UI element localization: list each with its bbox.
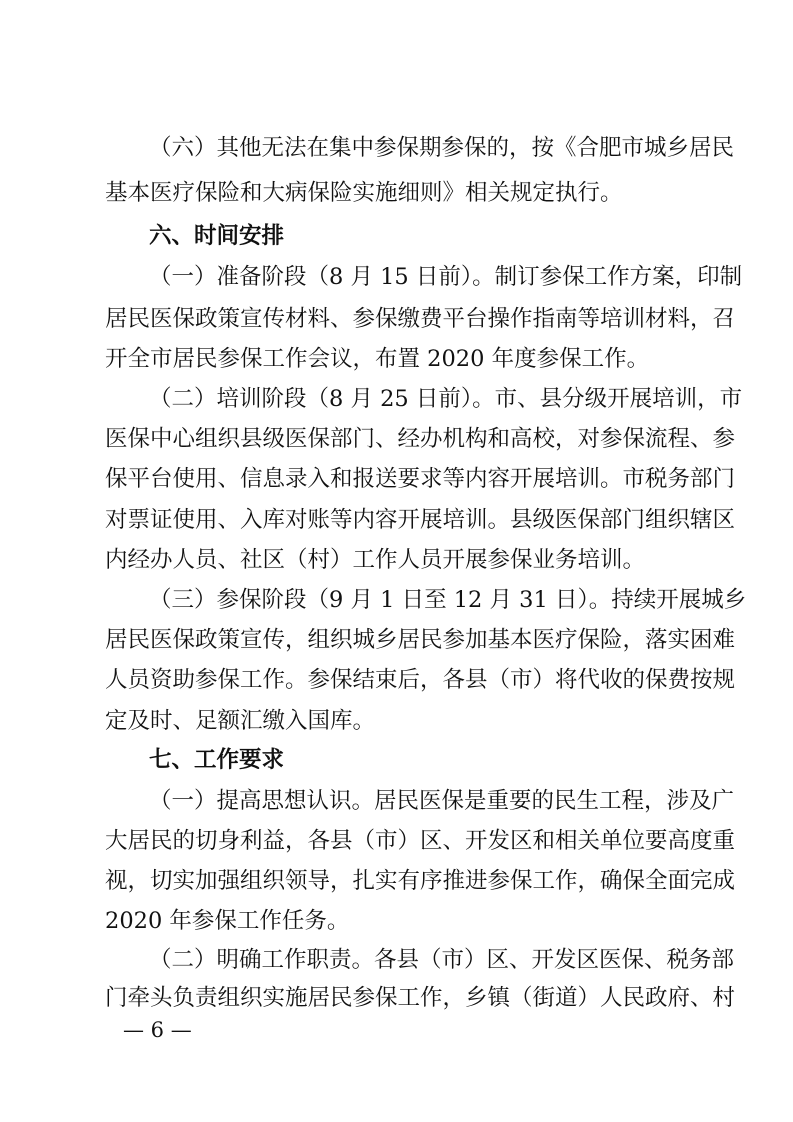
paragraph-line: 人员资助参保工作。参保结束后，各县（市）将代收的保费按规 bbox=[105, 667, 736, 693]
paragraph-line: 门牵头负责组织实施居民参保工作，乡镇（街道）人民政府、村 bbox=[105, 985, 736, 1011]
page-number: — 6 — bbox=[123, 1018, 192, 1042]
paragraph-line: 内经办人员、社区（村）工作人员开展参保业务培训。 bbox=[105, 547, 646, 573]
paragraph-line: （二）培训阶段（8 月 25 日前）。市、县分级开展培训，市 bbox=[149, 386, 743, 412]
paragraph-line: 定及时、足额汇缴入国库。 bbox=[105, 708, 376, 734]
section-heading: 六、时间安排 bbox=[149, 223, 285, 249]
paragraph-line: （六）其他无法在集中参保期参保的，按《合肥市城乡居民 bbox=[149, 135, 735, 161]
paragraph-line: 居民医保政策宣传，组织城乡居民参加基本医疗保险，落实困难 bbox=[105, 627, 736, 653]
section-heading: 七、工作要求 bbox=[149, 747, 285, 773]
paragraph-line: 视，切实加强组织领导，扎实有序推进参保工作，确保全面完成 bbox=[105, 868, 736, 894]
paragraph-line: （一）提高思想认识。居民医保是重要的民生工程，涉及广 bbox=[149, 788, 735, 814]
paragraph-line: 保平台使用、信息录入和报送要求等内容开展培训。市税务部门 bbox=[105, 466, 736, 492]
paragraph-line: 开全市居民参保工作会议，布置 2020 年度参保工作。 bbox=[105, 346, 650, 372]
paragraph-line: 基本医疗保险和大病保险实施细则》相关规定执行。 bbox=[105, 180, 623, 206]
paragraph-line: 2020 年参保工作任务。 bbox=[105, 908, 350, 934]
paragraph-line: 医保中心组织县级医保部门、经办机构和高校，对参保流程、参 bbox=[105, 426, 736, 452]
paragraph-line: 对票证使用、入库对账等内容开展培训。县级医保部门组织辖区 bbox=[105, 507, 736, 533]
paragraph-line: （三）参保阶段（9 月 1 日至 12 月 31 日）。持续开展城乡 bbox=[149, 587, 747, 613]
paragraph-line: 大居民的切身利益，各县（市）区、开发区和相关单位要高度重 bbox=[105, 828, 736, 854]
paragraph-line: 居民医保政策宣传材料、参保缴费平台操作指南等培训材料，召 bbox=[105, 306, 736, 332]
paragraph-line: （一）准备阶段（8 月 15 日前）。制订参保工作方案，印制 bbox=[149, 264, 743, 290]
paragraph-line: （二）明确工作职责。各县（市）区、开发区医保、税务部 bbox=[149, 947, 735, 973]
